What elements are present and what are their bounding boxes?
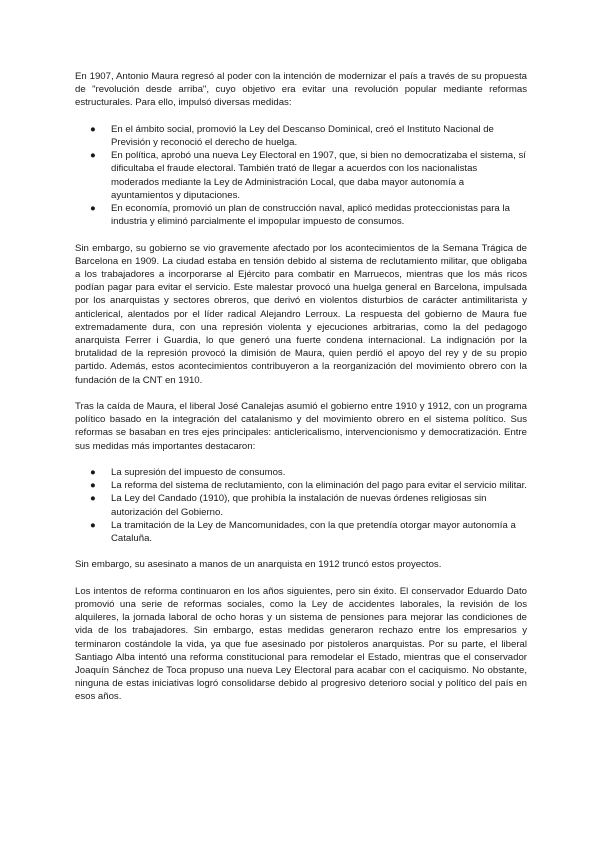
bullet-icon: ● xyxy=(90,123,96,135)
list-item-text: La tramitación de la Ley de Mancomunidades, con la que pretendía otorgar mayor autonomía a Cataluña. xyxy=(111,519,516,545)
assassination-paragraph: Sin embargo, su asesinato a manos de un anarquista en 1912 truncó estos proyectos. xyxy=(75,559,442,571)
list-item-text: En el ámbito social, promovió la Ley del Descanso Dominical, creó el Instituto Nacional de Previsión y reconoció el derecho de huelga. xyxy=(111,123,494,148)
later-reforms-paragraph: Los intentos de reforma continuaron en los años siguientes, pero sin éxito. El conservador Eduardo Dato promovió una serie de reformas sociales, como la Ley de accidentes laborales, la revisión de los alquileres, la jornada laboral de ocho horas y un sistema de pensiones para mejorar las condiciones de vida de los trabajadores. Sin embargo, estas medidas generaron rechazo entre los empresarios y terminaron costándole la vida, ya que fue asesinado por pistoleros anarquistas. Por su parte, el liberal Santiago Alba intentó una reforma constitucional para remodelar el Estado, mientras que el conservador Joaquín Sánchez de Toca propuso una nueva Ley Electoral para acabar con el caciquismo. No obstante, ninguna de estas iniciativas logró consolidarse debido al progresivo deterioro social y político del país en esos años. xyxy=(75,585,527,703)
bullet-icon: ● xyxy=(90,203,96,215)
list-item xyxy=(75,466,527,479)
bullet-icon: ● xyxy=(90,480,96,492)
intro-paragraph: En 1907, Antonio Maura regresó al poder con la intención de modernizar el país a través de su propuesta de "revolución desde arriba", cuyo objetivo era evitar una revolución popular mediante reformas estructurales. Para ello, impulsó diversas medidas: xyxy=(75,71,527,109)
list-item xyxy=(75,202,527,228)
list-item-text: La reforma del sistema de reclutamiento, con la eliminación del pago para evitar el servicio militar. xyxy=(111,480,527,492)
bullet-icon: ● xyxy=(90,519,96,531)
list-item xyxy=(75,123,527,149)
list-item xyxy=(75,519,527,545)
list-item xyxy=(75,479,527,492)
canalejas-paragraph: Tras la caída de Maura, el liberal José Canalejas asumió el gobierno entre 1910 y 1912, con un programa político basado en la integración del catalanismo y del movimiento obrero en el sistema político. Sus reformas se basaban en tres ejes principales: anticlericalismo, intervencionismo y democratización. Entre sus medidas más importantes destacaron: xyxy=(75,401,527,452)
list-item-text: En economía, promovió un plan de construcción naval, aplicó medidas proteccionistas para la industria y eliminó parcialmente el impopular impuesto de consumos. xyxy=(111,203,510,228)
maura-measures-list xyxy=(75,123,527,229)
bullet-icon: ● xyxy=(90,150,96,162)
list-item-text: En política, aprobó una nueva Ley Electoral en 1907, que, si bien no democratizaba el sistema, sí dificultaba el fraude electoral. También trató de llegar a acuerdos con los nacionalistas moderados mediante la Ley de Administración Local, que daba mayor autonomía a ayuntamientos y diputaciones. xyxy=(111,150,526,201)
bullet-icon: ● xyxy=(90,467,96,479)
semana-tragica-paragraph: Sin embargo, su gobierno se vio gravemente afectado por los acontecimientos de la Semana Trágica de Barcelona en 1909. La ciudad estaba en tensión debido al sistema de reclutamiento militar, que obligaba a los trabajadores a incorporarse al Ejército para combatir en Marruecos, mientras que los más ricos podían pagar para evitar el servicio. Este malestar provocó una huelga general en Barcelona, impulsada por los anarquistas y sectores obreros, que derivó en violentos disturbios de carácter antimilitarista y anticlerical, alentados por el líder radical Alejandro Lerroux. La respuesta del gobierno de Maura fue extremadamente dura, con una represión violenta y ejecuciones arbitrarias, como la del pedagogo anarquista Ferrer i Guardia, lo que generó una fuerte condena internacional. La indignación por la brutalidad de la represión provocó la dimisión de Maura, quien perdió el apoyo del rey y de su propio partido. Además, estos acontecimientos contribuyeron a la reorganización del movimiento obrero con la fundación de la CNT en 1910. xyxy=(75,242,527,386)
list-item-text: La Ley del Candado (1910), que prohibía la instalación de nuevas órdenes religiosas sin autorización del Gobierno. xyxy=(111,493,487,518)
list-item xyxy=(75,492,527,518)
bullet-icon: ● xyxy=(90,493,96,505)
canalejas-measures-list xyxy=(75,466,527,545)
document-page xyxy=(75,70,527,704)
list-item-text: La supresión del impuesto de consumos. xyxy=(111,467,286,479)
list-item xyxy=(75,149,527,202)
